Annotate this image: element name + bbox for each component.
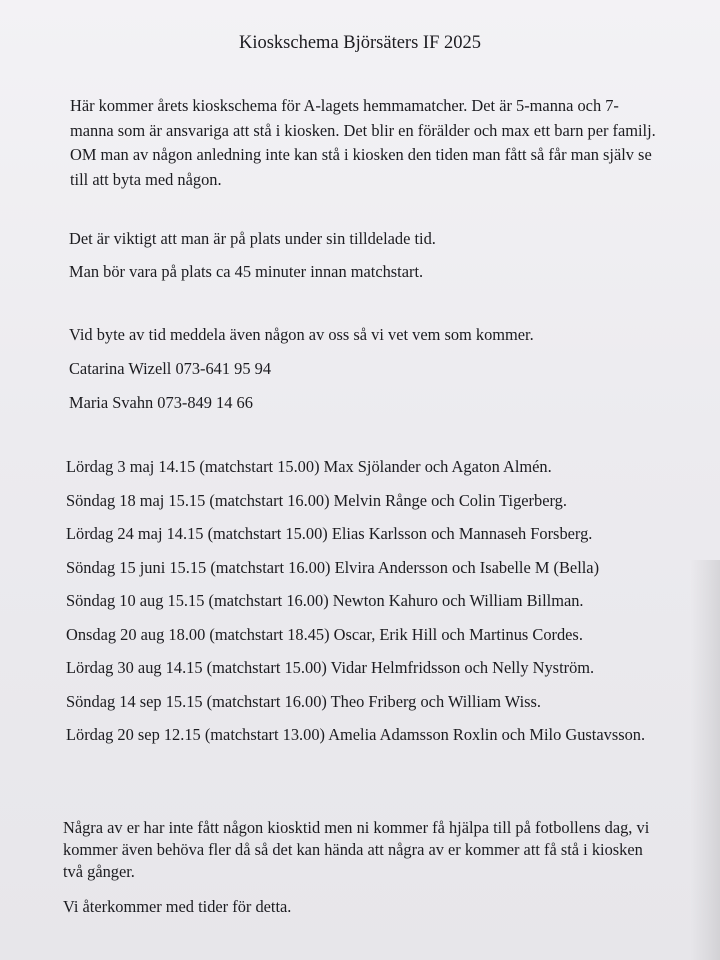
change-notice: Vid byte av tid meddela även någon av oss så vi vet vem som kommer. <box>69 325 534 344</box>
contact-line: Maria Svahn 073-849 14 66 <box>69 393 253 412</box>
page-edge-shadow <box>690 560 720 960</box>
closing-paragraph: Några av er har inte fått någon kiosktid men ni kommer få hjälpa till på fotbollens dag, vi kommer även behöva fler då så det kan hända att några av er kommer att få stå i kiosken två gånger. <box>63 818 650 881</box>
schedule-entry: Söndag 18 maj 15.15 (matchstart 16.00) Melvin Rånge och Colin Tigerberg. <box>66 490 567 510</box>
contact-line: Catarina Wizell 073-641 95 94 <box>69 359 272 378</box>
document-title: Kioskschema Björsäters IF 2025 <box>238 33 481 53</box>
schedule-list <box>66 456 664 758</box>
schedule-entry: Söndag 14 sep 15.15 (matchstart 16.00) Theo Friberg och William Wiss. <box>66 691 542 711</box>
schedule-entry: Lördag 24 maj 14.15 (matchstart 15.00) Elias Karlsson och Mannaseh Forsberg. <box>66 524 593 543</box>
schedule-entry: Söndag 10 aug 15.15 (matchstart 16.00) Newton Kahuro och William Billman. <box>66 591 584 610</box>
followup-note: Vi återkommer med tider för detta. <box>63 897 292 916</box>
schedule-entry: Lördag 3 maj 14.15 (matchstart 15.00) Max Sjölander och Agaton Almén. <box>66 457 552 476</box>
schedule-entry: Söndag 15 juni 15.15 (matchstart 16.00) Elvira Andersson och Isabelle M (Bella) <box>66 557 600 577</box>
schedule-entry: Lördag 20 sep 12.15 (matchstart 13.00) Amelia Adamsson Roxlin och Milo Gustavsson. <box>66 725 646 744</box>
important-note: Det är viktigt att man är på plats under sin tilldelade tid. <box>69 229 436 248</box>
intro-paragraph: Här kommer årets kioskschema för A-lagets hemmamatcher. Det är 5-manna och 7-manna som är ansvariga att stå i kiosken. Det blir en förälder och max ett barn per familj. OM man av någon anledning inte kan stå i kiosken den tiden man fått så får man själv se till att byta med någon. <box>70 96 656 189</box>
schedule-entry: Onsdag 20 aug 18.00 (matchstart 18.45) Oscar, Erik Hill och Martinus Cordes. <box>66 624 583 644</box>
arrival-note: Man bör vara på plats ca 45 minuter innan matchstart. <box>69 262 424 281</box>
schedule-entry: Lördag 30 aug 14.15 (matchstart 15.00) Vidar Helmfridsson och Nelly Nyström. <box>66 658 595 677</box>
